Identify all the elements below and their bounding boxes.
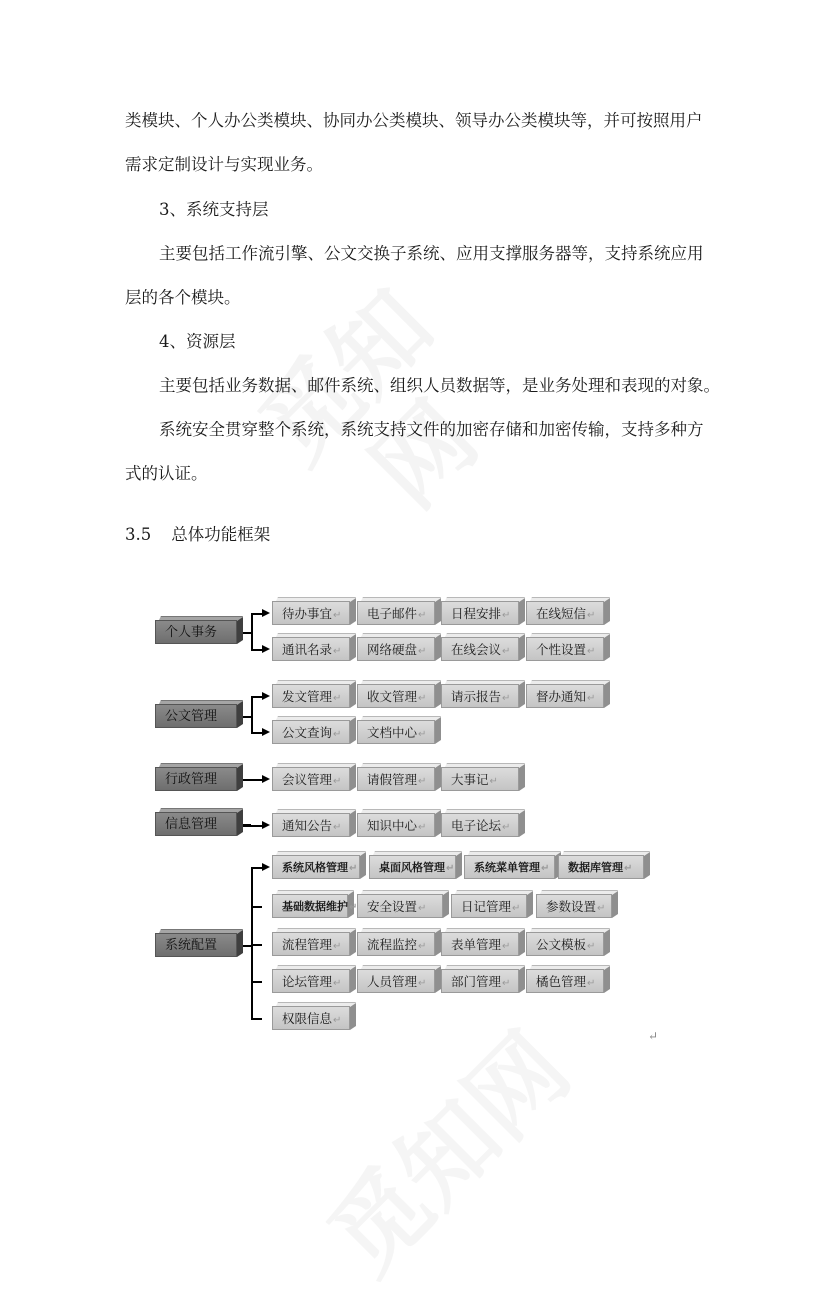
item-box-label: 待办事宜 (282, 606, 333, 621)
item-box (357, 965, 441, 993)
paragraph-line: 类模块、个人办公类模块、协同办公类模块、领导办公类模块等，并可按照用户 (125, 111, 703, 130)
item-box-label: 人员管理 (367, 974, 418, 989)
item-box-label: 桌面风格管理 (379, 861, 445, 874)
paragraph-mark: ↵ (418, 822, 427, 833)
paragraph-mark: ↵ (418, 776, 427, 787)
item-box (558, 851, 650, 879)
item-box (357, 890, 449, 918)
item-box-label: 个性设置 (536, 642, 587, 657)
arrow-head (262, 692, 270, 700)
item-box-label: 基础数据维护 (282, 900, 348, 913)
item-box-label: 网络硬盘 (367, 642, 418, 657)
group-box-3-label: 行政管理 (165, 772, 218, 787)
arrow-head (262, 645, 270, 653)
item-box (357, 928, 441, 956)
watermark-bottom (294, 998, 595, 1299)
paragraph-mark: ↵ (333, 776, 342, 787)
paragraph-line: 主要包括业务数据、邮件系统、组织人员数据等，是业务处理和表现的对象。 (159, 376, 720, 395)
item-box-label: 电子论坛 (451, 818, 502, 833)
connector-line (243, 716, 251, 718)
paragraph-mark: ↵ (333, 729, 342, 740)
section-number: 3.5 (125, 525, 152, 544)
paragraph-mark: ↵ (624, 863, 633, 874)
item-box-label: 公文模板 (536, 937, 587, 952)
item-box (357, 763, 441, 791)
paragraph-line: 系统安全贯穿整个系统，系统支持文件的加密存储和加密传输，支持多种方 (159, 420, 704, 439)
paragraph-mark: ↵ (587, 646, 596, 657)
paragraph-mark: ↵ (418, 941, 427, 952)
connector-line (243, 632, 251, 634)
paragraph-mark: ↵ (489, 776, 498, 787)
item-box-label: 会议管理 (282, 772, 333, 787)
item-box-label: 日程安排 (451, 606, 502, 621)
paragraph-mark: ↵ (502, 822, 511, 833)
item-box-label: 在线会议 (451, 642, 502, 657)
item-box (441, 928, 525, 956)
group-box-4 (155, 808, 243, 836)
paragraph-mark: ↵ (587, 693, 596, 704)
paragraph-mark: ↵ (333, 1015, 342, 1026)
item-box-label: 通知公告 (282, 818, 333, 833)
item-box (464, 851, 561, 879)
paragraph-line: 需求定制设计与实现业务。 (125, 155, 323, 174)
connector-line (251, 732, 262, 734)
arrow-head (262, 775, 270, 783)
group-box-4-label: 信息管理 (165, 817, 218, 832)
item-box-label: 安全设置 (367, 899, 418, 914)
section-heading (125, 525, 270, 545)
item-box-label: 发文管理 (282, 689, 333, 704)
item-box (441, 965, 525, 993)
connector-line (251, 696, 262, 698)
item-box-label: 表单管理 (451, 937, 502, 952)
subheading-4: 4、资源层 (159, 332, 236, 351)
arrow-head (262, 728, 270, 736)
connector-line (251, 613, 262, 615)
item-box (441, 633, 525, 661)
connector-trunk (251, 696, 253, 732)
paragraph-mark: ↵ (418, 903, 427, 914)
group-box-1 (155, 616, 243, 644)
subheading-3: 3、系统支持层 (159, 200, 269, 219)
group-box-2-label: 公文管理 (165, 709, 218, 724)
paragraph-mark: ↵ (502, 646, 511, 657)
paragraph-mark: ↵ (446, 863, 455, 874)
item-box-label: 收文管理 (367, 689, 418, 704)
paragraph-mark: ↵ (502, 610, 511, 621)
connector-trunk (251, 613, 253, 649)
connector-line (251, 867, 262, 869)
item-box (441, 763, 525, 791)
arrow-head (262, 863, 270, 871)
item-box (369, 851, 462, 879)
item-box-label: 请假管理 (367, 772, 418, 787)
paragraph-mark: ↵ (597, 903, 606, 914)
paragraph-line: 式的认证。 (125, 464, 208, 483)
connector-line (243, 825, 262, 827)
paragraph-mark: ↵ (333, 610, 342, 621)
item-box-label: 论坛管理 (282, 974, 333, 989)
connector-line (251, 649, 262, 651)
paragraph-mark: ↵ (333, 693, 342, 704)
item-box (526, 928, 610, 956)
item-box-label: 请示报告 (451, 689, 502, 704)
paragraph-mark: ↵ (502, 978, 511, 989)
item-box (272, 965, 356, 993)
item-box-label: 数据库管理 (568, 861, 623, 874)
item-box-label: 文档中心 (367, 725, 418, 740)
group-box-3 (155, 763, 243, 791)
item-box-label: 部门管理 (451, 974, 502, 989)
section-title: 总体功能框架 (171, 525, 271, 544)
paragraph-mark: ↵ (648, 1029, 659, 1043)
paragraph-mark: ↵ (541, 863, 550, 874)
connector-line (251, 906, 262, 908)
item-box-label: 流程监控 (367, 937, 418, 952)
paragraph-mark: ↵ (333, 822, 342, 833)
paragraph-mark: ↵ (418, 729, 427, 740)
paragraph-line: 层的各个模块。 (125, 288, 241, 307)
item-box (272, 851, 366, 879)
paragraph-mark: ↵ (587, 610, 596, 621)
connector-line (243, 779, 262, 781)
paragraph-mark: ↵ (349, 902, 358, 913)
paragraph-mark: ↵ (333, 646, 342, 657)
item-box (357, 597, 441, 625)
item-box (357, 680, 441, 708)
item-box (272, 680, 356, 708)
item-box-label: 参数设置 (546, 899, 597, 914)
item-box-label: 通讯名录 (282, 642, 333, 657)
item-box (272, 928, 356, 956)
item-box-label: 督办通知 (536, 689, 587, 704)
item-box-label: 在线短信 (536, 606, 587, 621)
item-box (272, 809, 356, 837)
item-box (526, 965, 610, 993)
paragraph-mark: ↵ (418, 693, 427, 704)
connector-trunk (251, 867, 253, 1018)
item-box-label: 电子邮件 (367, 606, 418, 621)
item-box-label: 大事记 (451, 772, 489, 787)
item-box-label: 系统菜单管理 (474, 861, 540, 874)
group-box-1-label: 个人事务 (165, 625, 218, 640)
paragraph-mark: ↵ (349, 863, 358, 874)
paragraph-mark: ↵ (418, 646, 427, 657)
item-box (357, 809, 441, 837)
group-box-5 (155, 929, 243, 957)
item-box-label: 橘色管理 (536, 974, 587, 989)
paragraph-mark: ↵ (333, 941, 342, 952)
group-box-5-label: 系统配置 (165, 938, 218, 953)
paragraph-mark: ↵ (587, 978, 596, 989)
item-box (441, 809, 525, 837)
paragraph-line: 主要包括工作流引擎、公文交换子系统、应用支撑服务器等，支持系统应用 (159, 244, 704, 263)
item-box (272, 1002, 356, 1030)
item-box (451, 890, 533, 918)
item-box (441, 680, 525, 708)
paragraph-mark: ↵ (587, 941, 596, 952)
paragraph-mark: ↵ (502, 941, 511, 952)
paragraph-mark: ↵ (512, 903, 521, 914)
paragraph-mark: ↵ (502, 693, 511, 704)
connector-line (251, 1018, 262, 1020)
item-box (272, 716, 356, 744)
item-box (526, 597, 610, 625)
paragraph-mark: ↵ (333, 978, 342, 989)
item-box (357, 633, 441, 661)
item-box (526, 680, 610, 708)
item-box-label: 知识中心 (367, 818, 418, 833)
item-box-label: 日记管理 (461, 899, 512, 914)
connector-line (243, 945, 251, 947)
group-box-2 (155, 700, 243, 728)
item-box (272, 763, 356, 791)
arrow-head (262, 821, 270, 829)
item-box (536, 890, 618, 918)
item-box-label: 权限信息 (282, 1011, 333, 1026)
paragraph-mark: ↵ (418, 978, 427, 989)
item-box-label: 流程管理 (282, 937, 333, 952)
item-box (272, 633, 356, 661)
item-box-label: 公文查询 (282, 725, 333, 740)
paragraph-mark: ↵ (418, 610, 427, 621)
arrow-head (262, 609, 270, 617)
connector-line (251, 944, 262, 946)
item-box (272, 597, 356, 625)
item-box (272, 890, 358, 918)
item-box (526, 633, 610, 661)
item-box-label: 系统风格管理 (282, 861, 348, 874)
item-box (357, 716, 441, 744)
item-box (441, 597, 525, 625)
connector-line (251, 981, 262, 983)
